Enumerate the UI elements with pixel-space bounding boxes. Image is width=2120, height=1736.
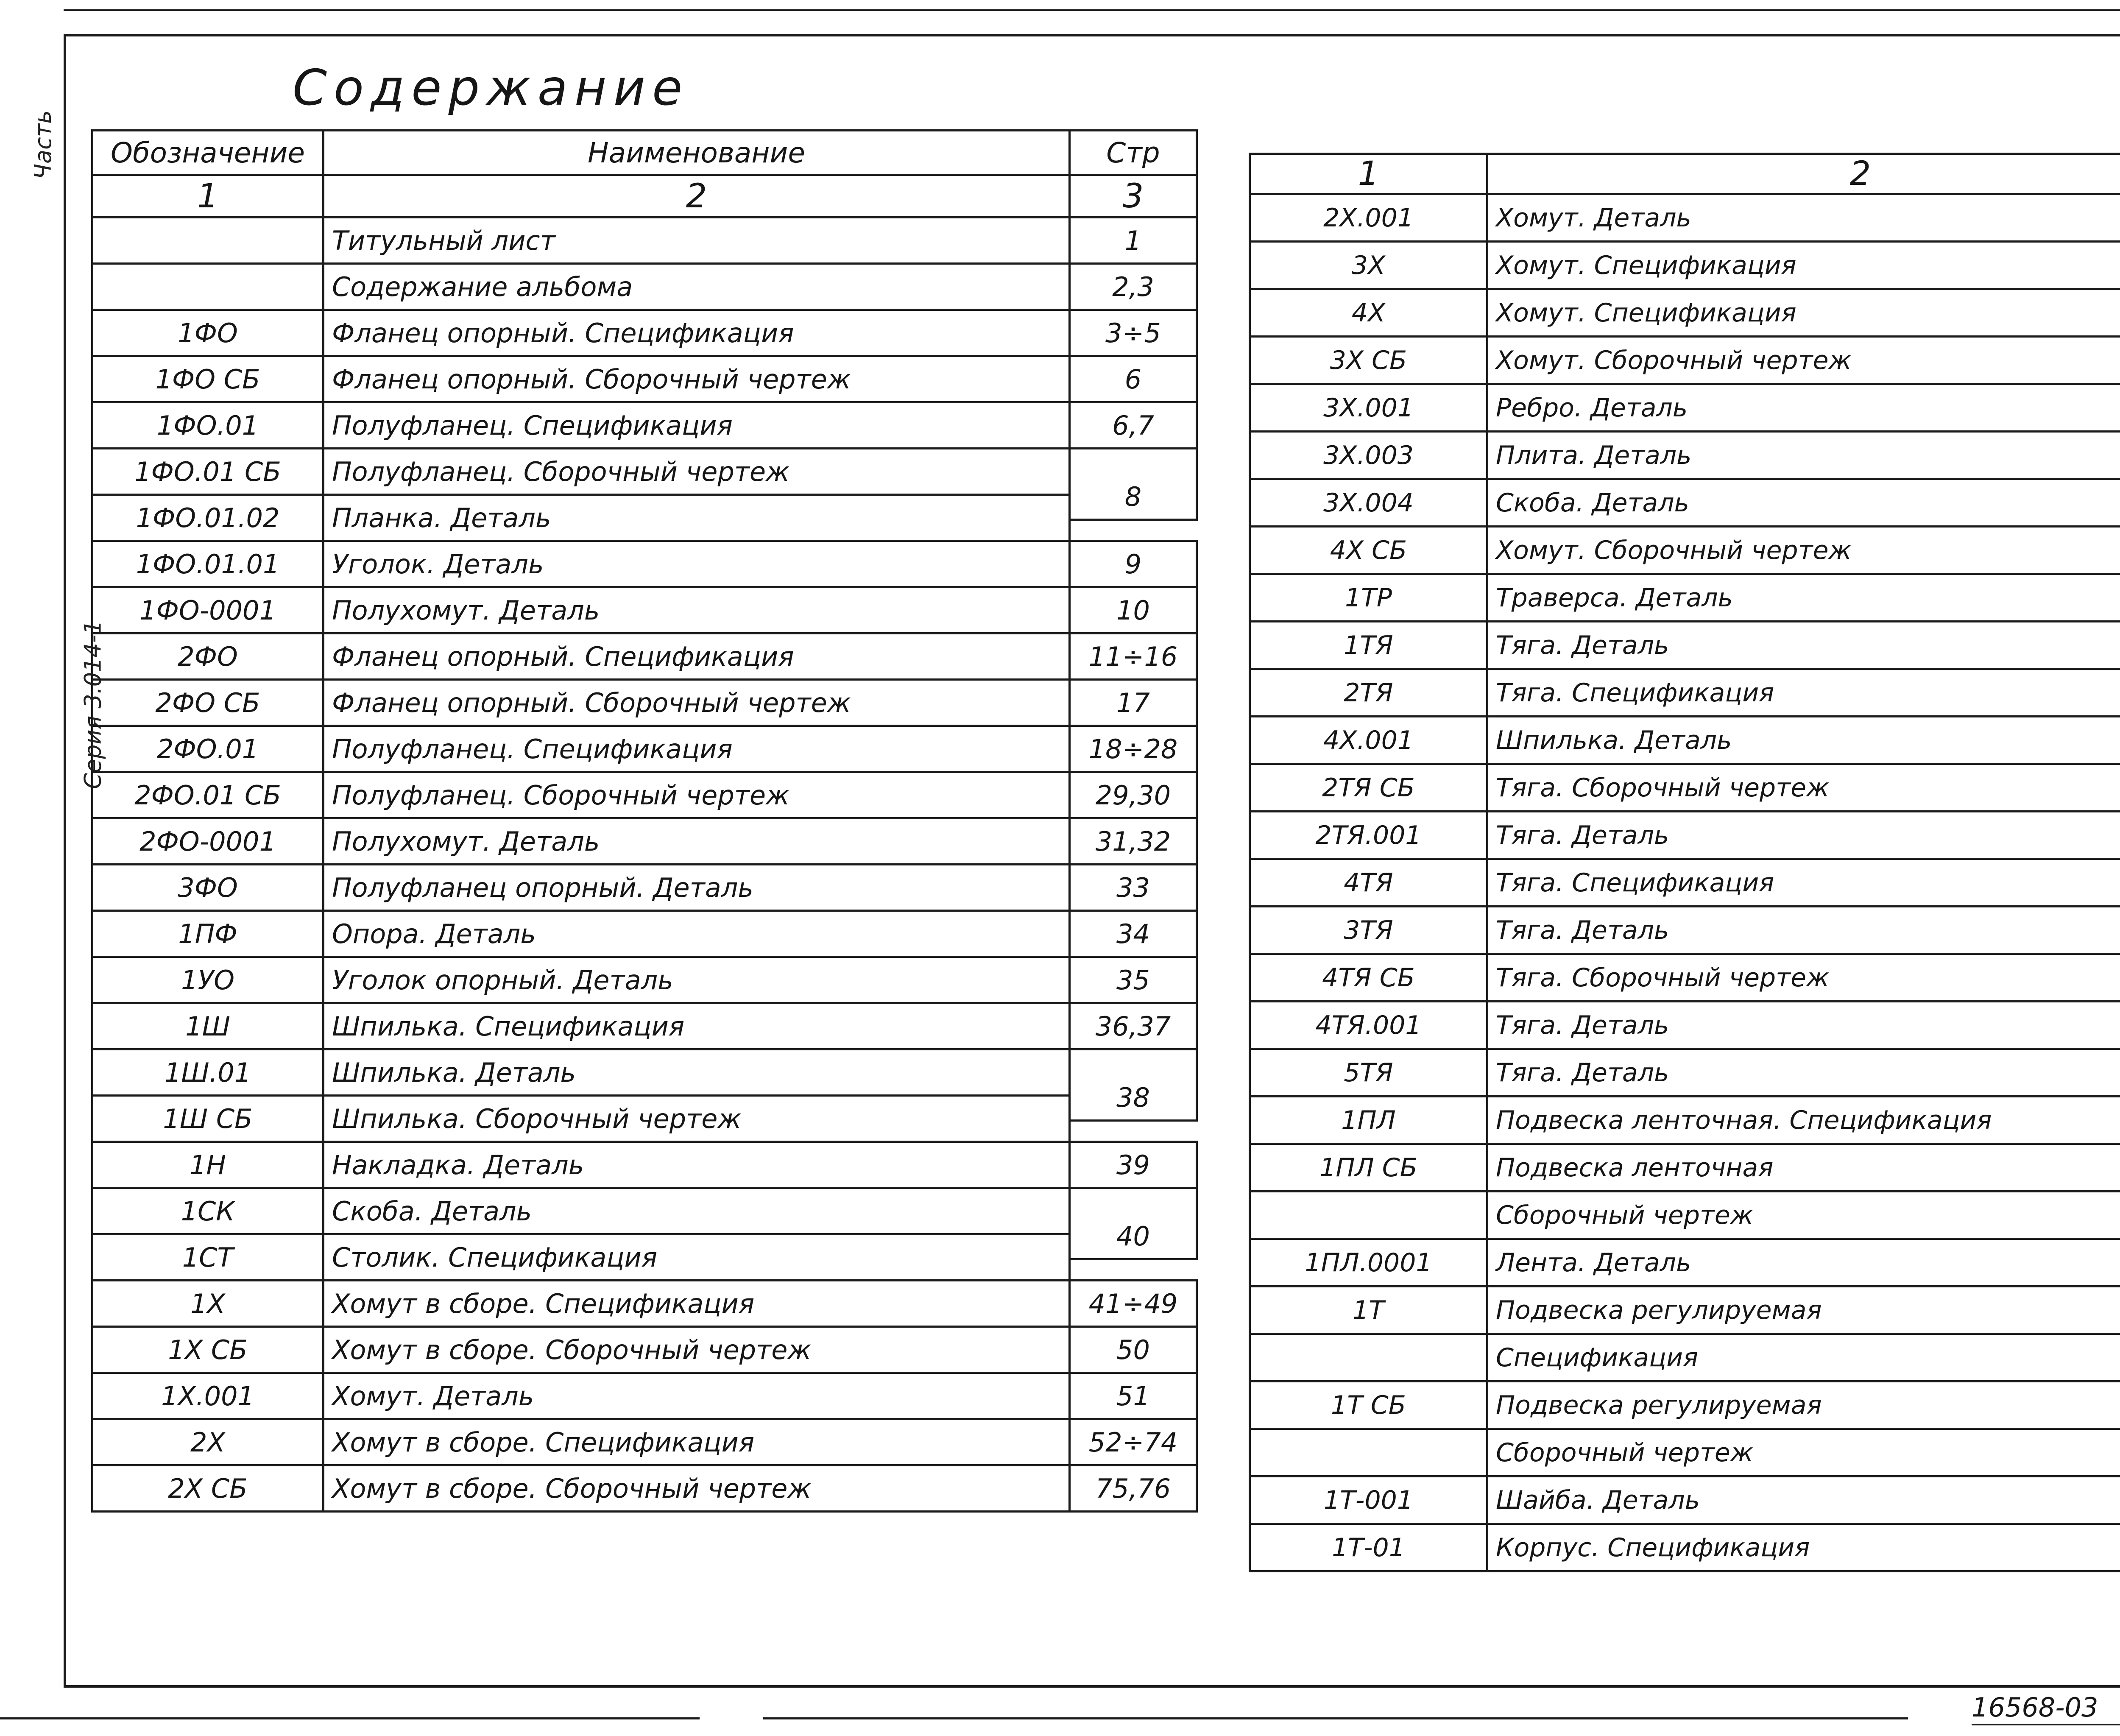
item-page: 50 <box>1068 1326 1198 1374</box>
item-designation: 1УО <box>91 956 324 1004</box>
table-row <box>1249 1143 2120 1190</box>
item-page: 9 <box>1068 540 1198 588</box>
item-name: Подвеска регулируемая <box>1486 1380 2120 1430</box>
item-designation: 3Х.004 <box>1249 478 1488 527</box>
item-name: Содержание альбома <box>322 262 1071 311</box>
table-row <box>91 1002 1196 1048</box>
item-name: Накладка. Деталь <box>322 1141 1071 1189</box>
item-designation: 1Ш СБ <box>91 1094 324 1143</box>
item-designation: 2ФО СБ <box>91 678 324 727</box>
item-name: Титульный лист <box>322 216 1071 265</box>
item-designation: 1Н <box>91 1141 324 1189</box>
table-row <box>91 447 1196 494</box>
table-row <box>91 262 1196 309</box>
table-row <box>1249 288 2120 335</box>
table-row <box>1249 1238 2120 1285</box>
item-name: Шайба. Деталь <box>1486 1475 2120 1525</box>
item-name: Скоба. Деталь <box>322 1187 1071 1235</box>
table-row <box>91 1048 1196 1094</box>
item-name: Опора. Деталь <box>322 910 1071 958</box>
item-designation: 2Х.001 <box>1249 193 1488 243</box>
column-index: 1 <box>91 174 324 218</box>
item-designation: 1Т <box>1249 1285 1488 1335</box>
item-page: 3÷5 <box>1068 309 1198 357</box>
item-name: Плита. Деталь <box>1486 430 2120 480</box>
table-row <box>1249 953 2120 1000</box>
item-name: Полуфланец. Сборочный чертеж <box>322 447 1071 496</box>
scan-top-line <box>64 9 2120 11</box>
item-page: 52÷74 <box>1068 1418 1198 1466</box>
side-label-series: Серия 3.014-1 <box>79 620 106 789</box>
table-row <box>1249 525 2120 573</box>
table-row <box>91 725 1196 771</box>
item-designation: 1Ш <box>91 1002 324 1050</box>
item-name: Спецификация <box>1486 1333 2120 1382</box>
table-row <box>1249 193 2120 240</box>
item-name: Траверса. Деталь <box>1486 573 2120 622</box>
item-name: Полухомут. Деталь <box>322 817 1071 865</box>
item-name: Тяга. Деталь <box>1486 905 2120 955</box>
item-designation: 4ТЯ <box>1249 858 1488 907</box>
table-row <box>91 1082 1196 1141</box>
item-name: Сборочный чертеж <box>1486 1190 2120 1240</box>
scan-bottom-line <box>0 1717 700 1719</box>
item-designation: 4Х СБ <box>1249 525 1488 575</box>
item-name: Хомут. Спецификация <box>1486 240 2120 290</box>
item-page: 17 <box>1068 678 1198 727</box>
item-designation: 1Х СБ <box>91 1326 324 1374</box>
item-page: 2,3 <box>1068 262 1198 311</box>
item-page: 18÷28 <box>1068 725 1198 773</box>
item-designation <box>91 262 324 311</box>
item-designation: 3ФО <box>91 863 324 912</box>
item-name: Ребро. Деталь <box>1486 383 2120 433</box>
item-name: Шпилька. Деталь <box>1486 715 2120 765</box>
item-page: 33 <box>1068 863 1198 912</box>
table-row <box>91 1326 1196 1372</box>
table-row <box>91 1464 1196 1510</box>
item-page: 75,76 <box>1068 1464 1198 1513</box>
table-row <box>91 1279 1196 1326</box>
column-index-row <box>1249 153 2120 193</box>
table-row <box>1249 430 2120 478</box>
table-row <box>91 401 1196 447</box>
item-designation: 1Х <box>91 1279 324 1328</box>
item-designation <box>1249 1333 1488 1382</box>
item-designation: 1ПЛ СБ <box>1249 1143 1488 1192</box>
table-row <box>1249 763 2120 810</box>
item-designation: 2Х <box>91 1418 324 1466</box>
item-name: Полуфланец. Спецификация <box>322 725 1071 773</box>
table-row <box>91 632 1196 678</box>
table-row <box>91 771 1196 817</box>
item-name: Хомут в сборе. Сборочный чертеж <box>322 1464 1071 1513</box>
table-row <box>1249 1475 2120 1523</box>
item-page: 35 <box>1068 956 1198 1004</box>
item-page: 1 <box>1068 216 1198 265</box>
item-designation: 2Х СБ <box>91 1464 324 1513</box>
table-row <box>1249 1428 2120 1475</box>
item-name: Полухомут. Деталь <box>322 586 1071 634</box>
table-row <box>91 216 1196 262</box>
item-designation: 3Х СБ <box>1249 335 1488 385</box>
table-row <box>1249 573 2120 620</box>
item-page: 6,7 <box>1068 401 1198 449</box>
item-designation: 1ТЯ <box>1249 620 1488 670</box>
item-name: Шпилька. Спецификация <box>322 1002 1071 1050</box>
item-name: Хомут. Деталь <box>322 1372 1071 1420</box>
table-row <box>1249 240 2120 288</box>
table-row <box>91 817 1196 863</box>
table-header-row <box>91 129 1196 174</box>
table-row <box>1249 1523 2120 1570</box>
item-designation: 1ПЛ <box>1249 1095 1488 1145</box>
table-row <box>1249 1285 2120 1333</box>
table-row <box>1249 858 2120 905</box>
table-row <box>1249 905 2120 953</box>
item-page: 38 <box>1068 1073 1198 1122</box>
table-row <box>91 481 1196 540</box>
item-designation: 2ФО-0001 <box>91 817 324 865</box>
item-designation: 2ТЯ.001 <box>1249 810 1488 860</box>
item-designation: 3ТЯ <box>1249 905 1488 955</box>
item-name: Уголок опорный. Деталь <box>322 956 1071 1004</box>
item-name: Хомут. Деталь <box>1486 193 2120 243</box>
item-name: Уголок. Деталь <box>322 540 1071 588</box>
item-page: 34 <box>1068 910 1198 958</box>
item-designation: 2ТЯ СБ <box>1249 763 1488 812</box>
item-page: 6 <box>1068 355 1198 403</box>
table-row <box>1249 668 2120 715</box>
item-page: 10 <box>1068 586 1198 634</box>
item-designation: 1ТР <box>1249 573 1488 622</box>
item-page: 8 <box>1068 472 1198 521</box>
item-name: Планка. Деталь <box>322 494 1071 542</box>
item-designation: 1Т-01 <box>1249 1523 1488 1572</box>
item-page: 41÷49 <box>1068 1279 1198 1328</box>
item-name: Подвеска регулируемая <box>1486 1285 2120 1335</box>
item-name: Полуфланец. Спецификация <box>322 401 1071 449</box>
table-row <box>1249 1380 2120 1428</box>
item-name: Корпус. Спецификация <box>1486 1523 2120 1572</box>
table-row <box>1249 1190 2120 1238</box>
item-name: Тяга. Деталь <box>1486 810 2120 860</box>
table-row <box>1249 1333 2120 1380</box>
table-row <box>1249 1095 2120 1143</box>
item-designation: 1ПФ <box>91 910 324 958</box>
item-designation: 2ФО.01 СБ <box>91 771 324 819</box>
item-designation: 4Х.001 <box>1249 715 1488 765</box>
item-name: Тяга. Сборочный чертеж <box>1486 953 2120 1002</box>
item-designation: 4ТЯ СБ <box>1249 953 1488 1002</box>
item-name: Подвеска ленточная <box>1486 1143 2120 1192</box>
item-name: Тяга. Деталь <box>1486 1000 2120 1050</box>
item-designation: 1СТ <box>91 1233 324 1281</box>
item-designation: 3Х <box>1249 240 1488 290</box>
table-row <box>91 863 1196 910</box>
item-name: Тяга. Деталь <box>1486 620 2120 670</box>
item-name: Хомут. Сборочный чертеж <box>1486 335 2120 385</box>
column-index: 1 <box>1249 153 1488 195</box>
item-page: 31,32 <box>1068 817 1198 865</box>
item-name: Тяга. Спецификация <box>1486 858 2120 907</box>
item-designation: 1Х.001 <box>91 1372 324 1420</box>
item-page: 51 <box>1068 1372 1198 1420</box>
table-row <box>91 1141 1196 1187</box>
item-name: Хомут. Спецификация <box>1486 288 2120 338</box>
item-name: Хомут в сборе. Спецификация <box>322 1418 1071 1466</box>
page-title: Содержание <box>293 59 689 117</box>
table-row <box>91 355 1196 401</box>
item-designation: 3Х.001 <box>1249 383 1488 433</box>
item-designation: 1ФО-0001 <box>91 586 324 634</box>
table-row <box>91 1220 1196 1279</box>
item-designation: 1ФО.01.02 <box>91 494 324 542</box>
column-index: 2 <box>1486 153 2120 195</box>
column-header: Стр <box>1068 129 1198 176</box>
item-name: Тяга. Деталь <box>1486 1048 2120 1097</box>
item-designation: 1Т-001 <box>1249 1475 1488 1525</box>
item-page: 39 <box>1068 1141 1198 1189</box>
item-designation <box>1249 1190 1488 1240</box>
item-name: Хомут в сборе. Сборочный чертеж <box>322 1326 1071 1374</box>
table-row <box>1249 620 2120 668</box>
table-row <box>91 910 1196 956</box>
item-name: Фланец опорный. Сборочный чертеж <box>322 355 1071 403</box>
document-code: 16568-03 <box>1972 1692 2098 1723</box>
item-name: Шпилька. Деталь <box>322 1048 1071 1097</box>
item-designation <box>1249 1428 1488 1477</box>
item-name: Фланец опорный. Спецификация <box>322 309 1071 357</box>
item-page: 36,37 <box>1068 1002 1198 1050</box>
item-name: Скоба. Деталь <box>1486 478 2120 527</box>
table-row <box>91 1187 1196 1233</box>
column-index-row <box>91 174 1196 216</box>
item-name: Тяга. Сборочный чертеж <box>1486 763 2120 812</box>
column-index: 2 <box>322 174 1071 218</box>
table-row <box>1249 383 2120 430</box>
table-row <box>91 586 1196 632</box>
table-row <box>1249 810 2120 858</box>
side-label-part: Часть <box>30 110 57 180</box>
table-row <box>1249 1048 2120 1095</box>
item-name: Шпилька. Сборочный чертеж <box>322 1094 1071 1143</box>
item-name: Подвеска ленточная. Спецификация <box>1486 1095 2120 1145</box>
item-name: Полуфланец. Сборочный чертеж <box>322 771 1071 819</box>
item-name: Лента. Деталь <box>1486 1238 2120 1287</box>
item-page: 29,30 <box>1068 771 1198 819</box>
item-designation: 2ТЯ <box>1249 668 1488 717</box>
item-designation: 1Ш.01 <box>91 1048 324 1097</box>
table-row <box>1249 715 2120 763</box>
side-stamp <box>8 55 106 1662</box>
table-row <box>1249 478 2120 525</box>
scan-bottom-line-2 <box>763 1717 1908 1719</box>
item-page: 11÷16 <box>1068 632 1198 681</box>
item-name: Сборочный чертеж <box>1486 1428 2120 1477</box>
table-row <box>1249 1000 2120 1048</box>
item-designation: 2ФО.01 <box>91 725 324 773</box>
item-designation: 1ПЛ.0001 <box>1249 1238 1488 1287</box>
item-name: Хомут в сборе. Спецификация <box>322 1279 1071 1328</box>
item-designation: 3Х.003 <box>1249 430 1488 480</box>
item-designation: 1Т СБ <box>1249 1380 1488 1430</box>
column-header: Наименование <box>322 129 1071 176</box>
table-row <box>91 956 1196 1002</box>
item-designation: 2ФО <box>91 632 324 681</box>
item-name: Фланец опорный. Сборочный чертеж <box>322 678 1071 727</box>
item-page: 40 <box>1068 1212 1198 1260</box>
item-designation: 1ФО СБ <box>91 355 324 403</box>
item-name: Фланец опорный. Спецификация <box>322 632 1071 681</box>
table-row <box>1249 335 2120 383</box>
item-designation: 1ФО <box>91 309 324 357</box>
item-designation: 5ТЯ <box>1249 1048 1488 1097</box>
table-row <box>91 1372 1196 1418</box>
item-name: Хомут. Сборочный чертеж <box>1486 525 2120 575</box>
item-name: Полуфланец опорный. Деталь <box>322 863 1071 912</box>
column-index: 3 <box>1068 174 1198 218</box>
item-designation: 4Х <box>1249 288 1488 338</box>
table-row <box>91 1418 1196 1464</box>
item-designation <box>91 216 324 265</box>
item-designation: 1ФО.01 СБ <box>91 447 324 496</box>
item-designation: 1ФО.01.01 <box>91 540 324 588</box>
item-designation: 1СК <box>91 1187 324 1235</box>
contents-table-left <box>91 129 1196 1510</box>
column-header: Обозначение <box>91 129 324 176</box>
item-designation: 1ФО.01 <box>91 401 324 449</box>
table-row <box>91 540 1196 586</box>
item-name: Тяга. Спецификация <box>1486 668 2120 717</box>
table-row <box>91 309 1196 355</box>
table-row <box>91 678 1196 725</box>
item-designation: 4ТЯ.001 <box>1249 1000 1488 1050</box>
item-name: Столик. Спецификация <box>322 1233 1071 1281</box>
contents-table-right <box>1249 153 2120 1570</box>
footer-underline <box>1972 1724 2120 1725</box>
